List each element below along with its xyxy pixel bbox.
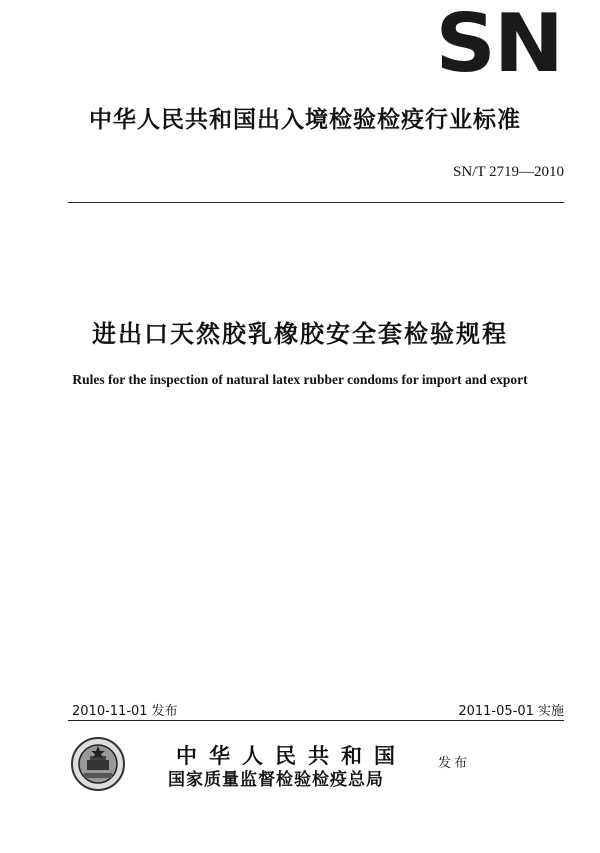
- industry-standard-heading: 中华人民共和国出入境检验检疫行业标准: [89, 107, 521, 133]
- publisher-country: 中华人民共和国: [176, 744, 407, 768]
- top-divider: [68, 202, 564, 203]
- national-emblem-icon: [70, 736, 126, 792]
- document-title-english: Rules for the inspection of natural latex rubber condoms for import and export: [72, 372, 528, 387]
- effective-date: 2011-05-01 实施: [458, 704, 564, 719]
- standard-code: SN/T 2719—2010: [453, 164, 564, 180]
- document-title-chinese: 进出口天然胶乳橡胶安全套检验规程: [92, 320, 508, 348]
- publisher-agency: 国家质量监督检验检疫总局: [168, 770, 384, 790]
- publish-label: 发布: [438, 756, 471, 771]
- issue-date: 2010-11-01 发布: [72, 704, 178, 719]
- bottom-divider: [68, 720, 564, 721]
- sn-logo: SN: [435, 0, 562, 90]
